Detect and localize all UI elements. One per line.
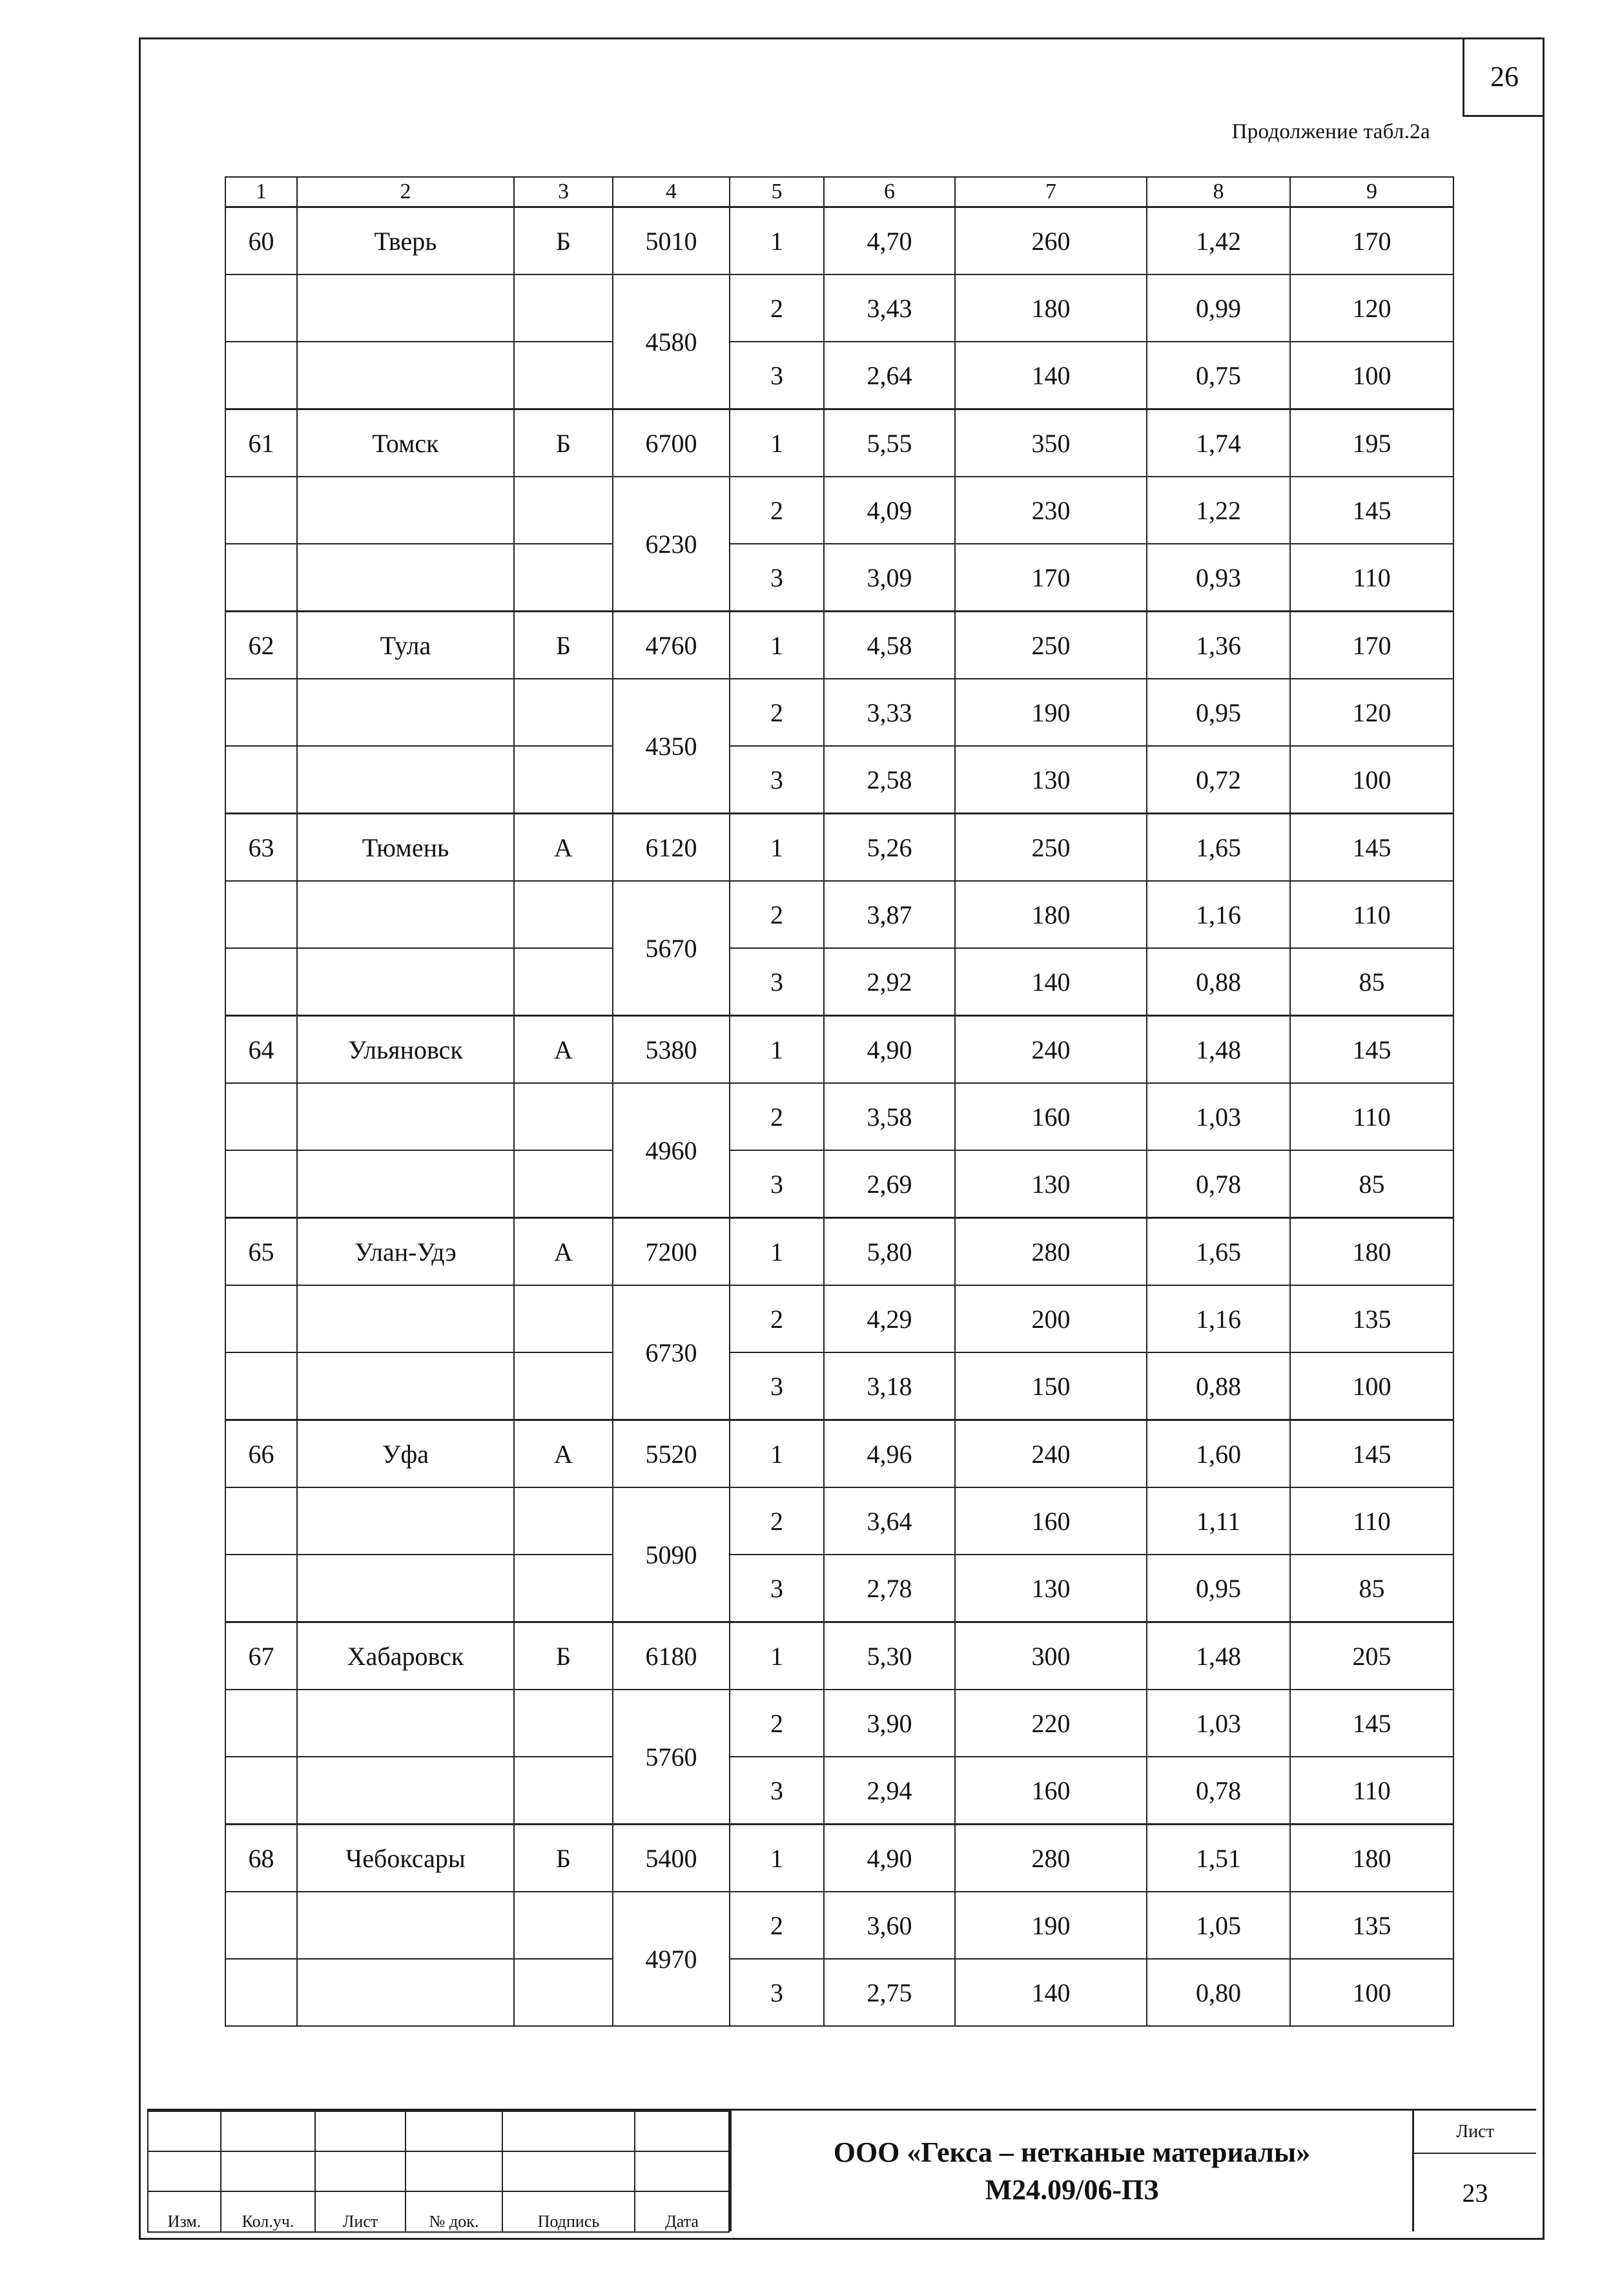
value-cell: 1 <box>730 207 824 275</box>
organization-name: ООО «Гекса – нетканые материалы» <box>833 2136 1311 2169</box>
value-cell: 3,33 <box>824 679 955 746</box>
value-cell: 5,30 <box>824 1622 955 1690</box>
table-row <box>225 1690 1453 1757</box>
empty-cell <box>297 1892 514 1959</box>
empty-cell <box>225 1352 297 1420</box>
stamp-label-signature: Подпись <box>502 2191 635 2232</box>
value-cell: 4,70 <box>824 207 955 275</box>
empty-cell <box>225 1892 297 1959</box>
table-row <box>225 948 1453 1016</box>
value-cell: 170 <box>955 544 1147 612</box>
table-row <box>225 1487 1453 1555</box>
empty-cell <box>225 274 297 342</box>
stamp-label-change: Изм. <box>148 2191 221 2232</box>
stamp-label-doc-number: № док. <box>406 2191 502 2232</box>
empty-cell <box>297 1285 514 1352</box>
zone-cell: А <box>514 1016 613 1084</box>
row-number-cell: 66 <box>225 1420 297 1488</box>
value-cell: 240 <box>955 1016 1147 1084</box>
revision-grid <box>147 2111 730 2233</box>
table-row <box>225 274 1453 342</box>
city-cell: Улан-Удэ <box>297 1218 514 1286</box>
value-cell: 250 <box>955 814 1147 882</box>
empty-cell <box>297 342 514 409</box>
value-cell: 4,09 <box>824 477 955 544</box>
empty-cell <box>225 1150 297 1218</box>
value-cell: 0,78 <box>1147 1757 1290 1825</box>
value-cell: 1,36 <box>1147 612 1290 679</box>
table-row <box>225 1959 1453 2026</box>
empty-cell <box>514 1352 613 1420</box>
zone-cell: Б <box>514 207 613 275</box>
value-cell: 280 <box>955 1825 1147 1892</box>
row-number-cell: 67 <box>225 1622 297 1690</box>
col4-cell: 6730 <box>613 1285 730 1420</box>
empty-cell <box>225 1083 297 1150</box>
empty-cell <box>297 1150 514 1218</box>
empty-cell <box>514 746 613 814</box>
table-row <box>225 612 1453 679</box>
value-cell: 3,90 <box>824 1690 955 1757</box>
value-cell: 0,95 <box>1147 1555 1290 1622</box>
empty-cell <box>514 544 613 612</box>
value-cell: 135 <box>1290 1892 1453 1959</box>
row-number-cell: 63 <box>225 814 297 882</box>
table-row <box>225 881 1453 948</box>
table-row <box>225 1825 1453 1892</box>
city-cell: Ульяновск <box>297 1016 514 1084</box>
value-cell: 0,80 <box>1147 1959 1290 2026</box>
value-cell: 180 <box>1290 1825 1453 1892</box>
value-cell: 1,74 <box>1147 409 1290 477</box>
city-cell: Тула <box>297 612 514 679</box>
value-cell: 2 <box>730 1690 824 1757</box>
table-row <box>225 342 1453 409</box>
city-cell: Тверь <box>297 207 514 275</box>
value-cell: 3 <box>730 1352 824 1420</box>
empty-cell <box>297 746 514 814</box>
empty-cell <box>225 948 297 1016</box>
empty-cell <box>297 679 514 746</box>
value-cell: 1,05 <box>1147 1892 1290 1959</box>
value-cell: 350 <box>955 409 1147 477</box>
value-cell: 230 <box>955 477 1147 544</box>
empty-cell <box>297 1690 514 1757</box>
column-header: 9 <box>1290 177 1453 207</box>
value-cell: 85 <box>1290 1555 1453 1622</box>
empty-cell <box>225 342 297 409</box>
value-cell: 2,92 <box>824 948 955 1016</box>
value-cell: 145 <box>1290 1420 1453 1488</box>
empty-cell <box>514 1487 613 1555</box>
value-cell: 240 <box>955 1420 1147 1488</box>
column-header: 1 <box>225 177 297 207</box>
value-cell: 145 <box>1290 1690 1453 1757</box>
value-cell: 100 <box>1290 1352 1453 1420</box>
empty-cell <box>225 544 297 612</box>
organization-block <box>730 2111 1414 2231</box>
value-cell: 300 <box>955 1622 1147 1690</box>
value-cell: 3 <box>730 1555 824 1622</box>
value-cell: 1,22 <box>1147 477 1290 544</box>
sheet-number: 23 <box>1462 2178 1488 2208</box>
empty-cell <box>225 1959 297 2026</box>
value-cell: 220 <box>955 1690 1147 1757</box>
col4-cell: 4970 <box>613 1892 730 2026</box>
value-cell: 5,26 <box>824 814 955 882</box>
row-number-cell: 61 <box>225 409 297 477</box>
value-cell: 1,48 <box>1147 1016 1290 1084</box>
column-header: 3 <box>514 177 613 207</box>
value-cell: 3,18 <box>824 1352 955 1420</box>
value-cell: 0,88 <box>1147 1352 1290 1420</box>
value-cell: 1,65 <box>1147 814 1290 882</box>
value-cell: 180 <box>955 881 1147 948</box>
table-row <box>225 1218 1453 1286</box>
value-cell: 160 <box>955 1487 1147 1555</box>
col4-cell: 6180 <box>613 1622 730 1690</box>
empty-cell <box>514 1892 613 1959</box>
table-row <box>225 544 1453 612</box>
value-cell: 3 <box>730 1959 824 2026</box>
empty-cell <box>514 1959 613 2026</box>
value-cell: 0,78 <box>1147 1150 1290 1218</box>
value-cell: 120 <box>1290 679 1453 746</box>
empty-cell <box>297 1352 514 1420</box>
value-cell: 205 <box>1290 1622 1453 1690</box>
value-cell: 200 <box>955 1285 1147 1352</box>
column-header: 8 <box>1147 177 1290 207</box>
row-number-cell: 68 <box>225 1825 297 1892</box>
value-cell: 1 <box>730 612 824 679</box>
value-cell: 1 <box>730 1420 824 1488</box>
empty-cell <box>514 948 613 1016</box>
value-cell: 2 <box>730 1285 824 1352</box>
value-cell: 4,90 <box>824 1016 955 1084</box>
value-cell: 140 <box>955 342 1147 409</box>
table-row <box>225 1150 1453 1218</box>
empty-cell <box>297 477 514 544</box>
title-block <box>147 2109 1536 2231</box>
col4-cell: 5090 <box>613 1487 730 1622</box>
empty-cell <box>514 1285 613 1352</box>
column-header: 2 <box>297 177 514 207</box>
table-row <box>225 477 1453 544</box>
table-row <box>225 1622 1453 1690</box>
value-cell: 110 <box>1290 1083 1453 1150</box>
col4-cell: 4960 <box>613 1083 730 1218</box>
column-header: 5 <box>730 177 824 207</box>
empty-cell <box>514 881 613 948</box>
value-cell: 2,94 <box>824 1757 955 1825</box>
value-cell: 170 <box>1290 207 1453 275</box>
value-cell: 145 <box>1290 1016 1453 1084</box>
value-cell: 135 <box>1290 1285 1453 1352</box>
empty-cell <box>514 1555 613 1622</box>
table-row <box>225 1285 1453 1352</box>
empty-cell <box>225 1757 297 1825</box>
value-cell: 5,55 <box>824 409 955 477</box>
empty-cell <box>514 1690 613 1757</box>
value-cell: 0,88 <box>1147 948 1290 1016</box>
table-row <box>225 1555 1453 1622</box>
value-cell: 1,60 <box>1147 1420 1290 1488</box>
sheet-label: Лист <box>1414 2111 1536 2154</box>
column-number-row <box>225 177 1453 207</box>
col4-cell: 6230 <box>613 477 730 612</box>
col4-cell: 4760 <box>613 612 730 679</box>
zone-cell: Б <box>514 1622 613 1690</box>
value-cell: 1,65 <box>1147 1218 1290 1286</box>
document-code: М24.09/06-ПЗ <box>985 2173 1159 2206</box>
city-cell: Хабаровск <box>297 1622 514 1690</box>
empty-cell <box>297 1959 514 2026</box>
value-cell: 3,58 <box>824 1083 955 1150</box>
value-cell: 3 <box>730 342 824 409</box>
value-cell: 1 <box>730 814 824 882</box>
data-table <box>225 176 1454 2027</box>
value-cell: 130 <box>955 746 1147 814</box>
value-cell: 110 <box>1290 881 1453 948</box>
value-cell: 3,87 <box>824 881 955 948</box>
value-cell: 0,75 <box>1147 342 1290 409</box>
value-cell: 145 <box>1290 477 1453 544</box>
value-cell: 120 <box>1290 274 1453 342</box>
value-cell: 250 <box>955 612 1147 679</box>
value-cell: 4,96 <box>824 1420 955 1488</box>
table-row <box>225 1352 1453 1420</box>
value-cell: 110 <box>1290 1757 1453 1825</box>
value-cell: 160 <box>955 1083 1147 1150</box>
col4-cell: 4350 <box>613 679 730 814</box>
value-cell: 3,60 <box>824 1892 955 1959</box>
column-header: 4 <box>613 177 730 207</box>
empty-cell <box>514 1150 613 1218</box>
empty-cell <box>225 1487 297 1555</box>
value-cell: 2 <box>730 1892 824 1959</box>
value-cell: 0,72 <box>1147 746 1290 814</box>
empty-cell <box>297 1757 514 1825</box>
col4-cell: 5520 <box>613 1420 730 1488</box>
table-row <box>225 207 1453 275</box>
empty-cell <box>514 1757 613 1825</box>
value-cell: 140 <box>955 948 1147 1016</box>
value-cell: 4,90 <box>824 1825 955 1892</box>
table-row <box>225 1016 1453 1084</box>
col4-cell: 5380 <box>613 1016 730 1084</box>
value-cell: 1,51 <box>1147 1825 1290 1892</box>
value-cell: 0,93 <box>1147 544 1290 612</box>
sheet-block <box>1414 2111 1536 2231</box>
empty-cell <box>225 1690 297 1757</box>
empty-cell <box>297 1555 514 1622</box>
col4-cell: 5400 <box>613 1825 730 1892</box>
value-cell: 150 <box>955 1352 1147 1420</box>
table-row <box>225 1083 1453 1150</box>
value-cell: 145 <box>1290 814 1453 882</box>
row-number-cell: 64 <box>225 1016 297 1084</box>
value-cell: 0,95 <box>1147 679 1290 746</box>
empty-cell <box>514 342 613 409</box>
value-cell: 1 <box>730 1016 824 1084</box>
value-cell: 85 <box>1290 948 1453 1016</box>
value-cell: 110 <box>1290 1487 1453 1555</box>
value-cell: 100 <box>1290 746 1453 814</box>
value-cell: 2 <box>730 1083 824 1150</box>
empty-cell <box>297 948 514 1016</box>
city-cell: Тюмень <box>297 814 514 882</box>
value-cell: 0,99 <box>1147 274 1290 342</box>
table-row <box>225 409 1453 477</box>
value-cell: 3 <box>730 1150 824 1218</box>
value-cell: 1,16 <box>1147 881 1290 948</box>
city-cell: Чебоксары <box>297 1825 514 1892</box>
col4-cell: 4580 <box>613 274 730 409</box>
value-cell: 2,69 <box>824 1150 955 1218</box>
value-cell: 2 <box>730 477 824 544</box>
value-cell: 110 <box>1290 544 1453 612</box>
value-cell: 170 <box>1290 612 1453 679</box>
value-cell: 1,11 <box>1147 1487 1290 1555</box>
table-row <box>225 746 1453 814</box>
empty-cell <box>514 679 613 746</box>
value-cell: 100 <box>1290 342 1453 409</box>
value-cell: 1 <box>730 409 824 477</box>
empty-cell <box>225 881 297 948</box>
empty-cell <box>225 746 297 814</box>
empty-cell <box>514 1083 613 1150</box>
value-cell: 3 <box>730 948 824 1016</box>
table-caption: Продолжение табл.2а <box>1231 120 1430 143</box>
col4-cell: 5010 <box>613 207 730 275</box>
value-cell: 1,16 <box>1147 1285 1290 1352</box>
value-cell: 2 <box>730 1487 824 1555</box>
value-cell: 3 <box>730 1757 824 1825</box>
value-cell: 180 <box>1290 1218 1453 1286</box>
stamp-label-date: Дата <box>635 2191 729 2232</box>
value-cell: 1 <box>730 1218 824 1286</box>
value-cell: 3 <box>730 746 824 814</box>
value-cell: 280 <box>955 1218 1147 1286</box>
value-cell: 160 <box>955 1757 1147 1825</box>
table-row <box>225 1420 1453 1488</box>
value-cell: 140 <box>955 1959 1147 2026</box>
value-cell: 2,75 <box>824 1959 955 2026</box>
value-cell: 2 <box>730 881 824 948</box>
stamp-label-count: Кол.уч. <box>221 2191 315 2232</box>
table-row <box>225 1757 1453 1825</box>
value-cell: 5,80 <box>824 1218 955 1286</box>
value-cell: 1,42 <box>1147 207 1290 275</box>
empty-cell <box>225 679 297 746</box>
value-cell: 2,78 <box>824 1555 955 1622</box>
value-cell: 4,58 <box>824 612 955 679</box>
row-number-cell: 65 <box>225 1218 297 1286</box>
zone-cell: А <box>514 1218 613 1286</box>
value-cell: 3 <box>730 544 824 612</box>
empty-cell <box>514 274 613 342</box>
value-cell: 180 <box>955 274 1147 342</box>
col4-cell: 5670 <box>613 881 730 1016</box>
value-cell: 3,64 <box>824 1487 955 1555</box>
value-cell: 1,48 <box>1147 1622 1290 1690</box>
page-number: 26 <box>1463 37 1545 117</box>
city-cell: Уфа <box>297 1420 514 1488</box>
value-cell: 3,09 <box>824 544 955 612</box>
value-cell: 3,43 <box>824 274 955 342</box>
empty-cell <box>225 1285 297 1352</box>
value-cell: 2 <box>730 679 824 746</box>
value-cell: 190 <box>955 1892 1147 1959</box>
col4-cell: 7200 <box>613 1218 730 1286</box>
value-cell: 130 <box>955 1555 1147 1622</box>
value-cell: 2,64 <box>824 342 955 409</box>
empty-cell <box>225 1555 297 1622</box>
value-cell: 1,03 <box>1147 1083 1290 1150</box>
value-cell: 85 <box>1290 1150 1453 1218</box>
column-header: 7 <box>955 177 1147 207</box>
col4-cell: 5760 <box>613 1690 730 1825</box>
zone-cell: А <box>514 814 613 882</box>
value-cell: 190 <box>955 679 1147 746</box>
value-cell: 130 <box>955 1150 1147 1218</box>
zone-cell: Б <box>514 612 613 679</box>
row-number-cell: 62 <box>225 612 297 679</box>
col4-cell: 6700 <box>613 409 730 477</box>
empty-cell <box>297 1083 514 1150</box>
empty-cell <box>297 544 514 612</box>
value-cell: 4,29 <box>824 1285 955 1352</box>
col4-cell: 6120 <box>613 814 730 882</box>
empty-cell <box>297 274 514 342</box>
zone-cell: Б <box>514 1825 613 1892</box>
zone-cell: Б <box>514 409 613 477</box>
column-header: 6 <box>824 177 955 207</box>
table-row <box>225 679 1453 746</box>
city-cell: Томск <box>297 409 514 477</box>
value-cell: 1 <box>730 1622 824 1690</box>
empty-cell <box>297 1487 514 1555</box>
empty-cell <box>297 881 514 948</box>
zone-cell: А <box>514 1420 613 1488</box>
value-cell: 1,03 <box>1147 1690 1290 1757</box>
value-cell: 100 <box>1290 1959 1453 2026</box>
value-cell: 2 <box>730 274 824 342</box>
table-row <box>225 1892 1453 1959</box>
table-row <box>225 814 1453 882</box>
empty-cell <box>514 477 613 544</box>
empty-cell <box>225 477 297 544</box>
value-cell: 1 <box>730 1825 824 1892</box>
stamp-label-sheet: Лист <box>315 2191 406 2232</box>
row-number-cell: 60 <box>225 207 297 275</box>
value-cell: 195 <box>1290 409 1453 477</box>
value-cell: 260 <box>955 207 1147 275</box>
value-cell: 2,58 <box>824 746 955 814</box>
